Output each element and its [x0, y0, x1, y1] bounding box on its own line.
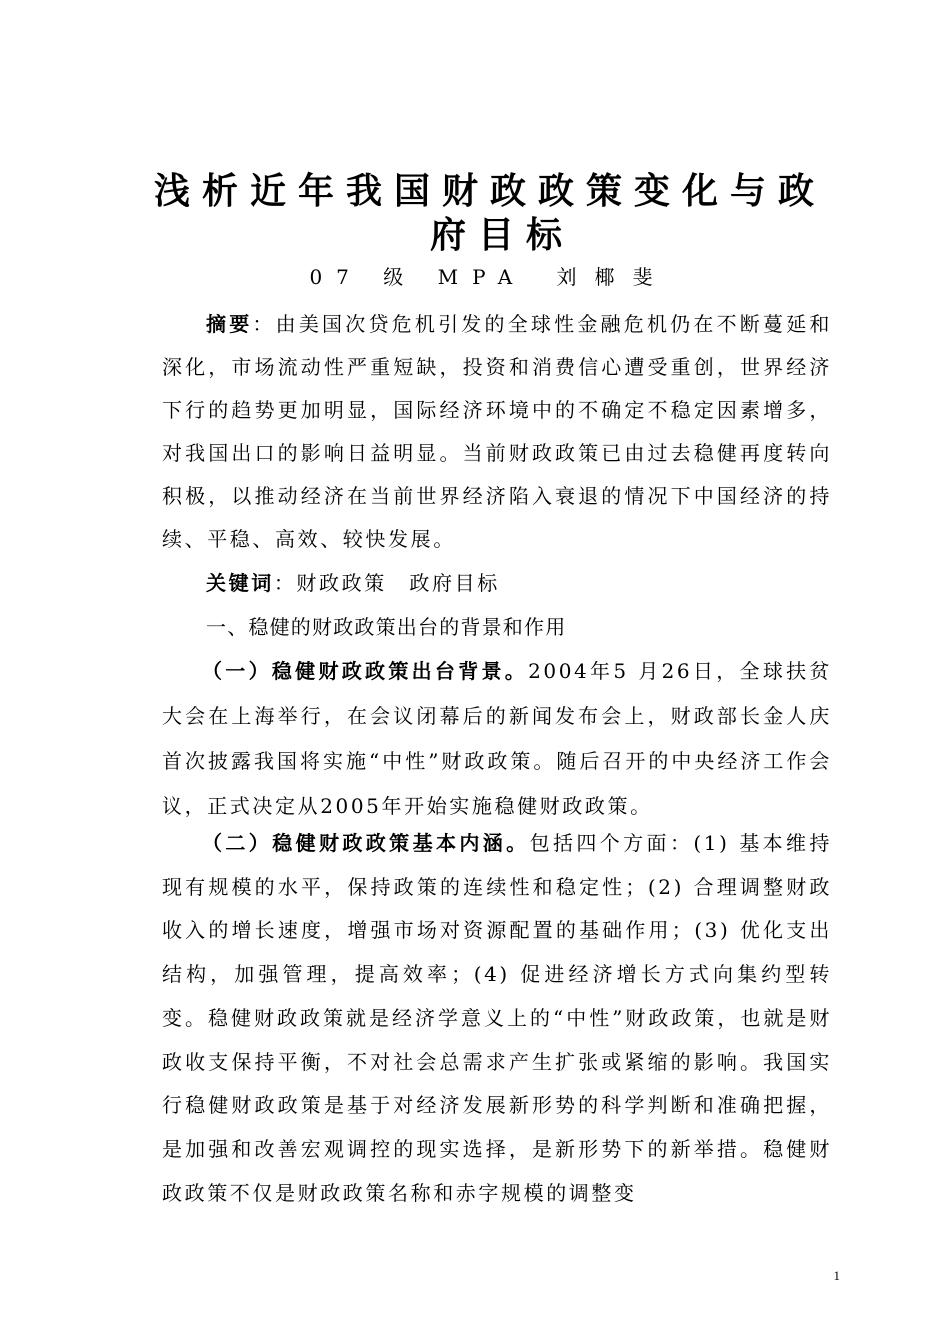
abstract-text: ：由美国次贷危机引发的全球性金融危机仍在不断蔓延和深化，市场流动性严重短缺，投资和消费信心遭受重创，世界经济下行的趋势更加明显，国际经济环境中的不确定不稳定因素增多，对我国出口的影响日益明显。当前财政政策已由过去稳健再度转向积极，以推动经济在当前世界经济陷入衰退的情况下中国经济的持续、平稳、高效、较快发展。 — [162, 312, 833, 551]
keywords-text: ：财政政策 政府目标 — [273, 571, 500, 595]
document-title-line-2: 府目标 — [429, 215, 574, 256]
document-title-line-1: 浅析近年我国财政政策变化与政 — [153, 171, 826, 212]
author-grade: 07 级 MPA — [309, 265, 527, 289]
page-number: 1 — [833, 1268, 840, 1283]
abstract-paragraph — [162, 303, 832, 561]
section-2-paragraph — [162, 822, 832, 1215]
abstract-label: 摘要 — [206, 312, 253, 336]
section-1-text: 2004年5 月26日，全球扶贫大会在上海举行，在会议闭幕后的新闻发布会上，财政部长金人庆首次披露我国将实施“中性”财政政策。随后召开的中央经济工作会议，正式决定从2005年开始实施稳健财政政策。 — [162, 659, 832, 818]
keywords-label: 关键词 — [206, 571, 274, 595]
section-1-paragraph — [162, 649, 832, 829]
section-2-label: （二）稳健财政政策基本内涵。 — [202, 831, 530, 855]
author-name: 刘椰斐 — [556, 265, 671, 289]
keywords-paragraph — [162, 562, 832, 605]
author-line — [150, 262, 830, 292]
section-heading-1: 一、稳健的财政政策出台的背景和作用 — [206, 615, 567, 639]
section-2-text: 包括四个方面：(1) 基本维持现有规模的水平，保持政策的连续性和稳定性；(2) 合理调整财政收入的增长速度，增强市场对资源配置的基础作用；(3) 优化支出结构，加强管理，提高效率；(4) 促进经济增长方式向集约型转变。稳健财政政策就是经济学意义上的“中性”财政政策，也就是财政收支保持平衡，不对社会总需求产生扩张或紧缩的影响。我国实行稳健财政政策是基于对经济发展新形势的科学判断和准确把握，是加强和改善宏观调控的现实选择，是新形势下的新举措。稳健财政政策不仅是财政政策名称和赤字规模的调整变 — [162, 831, 833, 1205]
section-1-label: （一）稳健财政政策出台背景。 — [202, 659, 529, 683]
